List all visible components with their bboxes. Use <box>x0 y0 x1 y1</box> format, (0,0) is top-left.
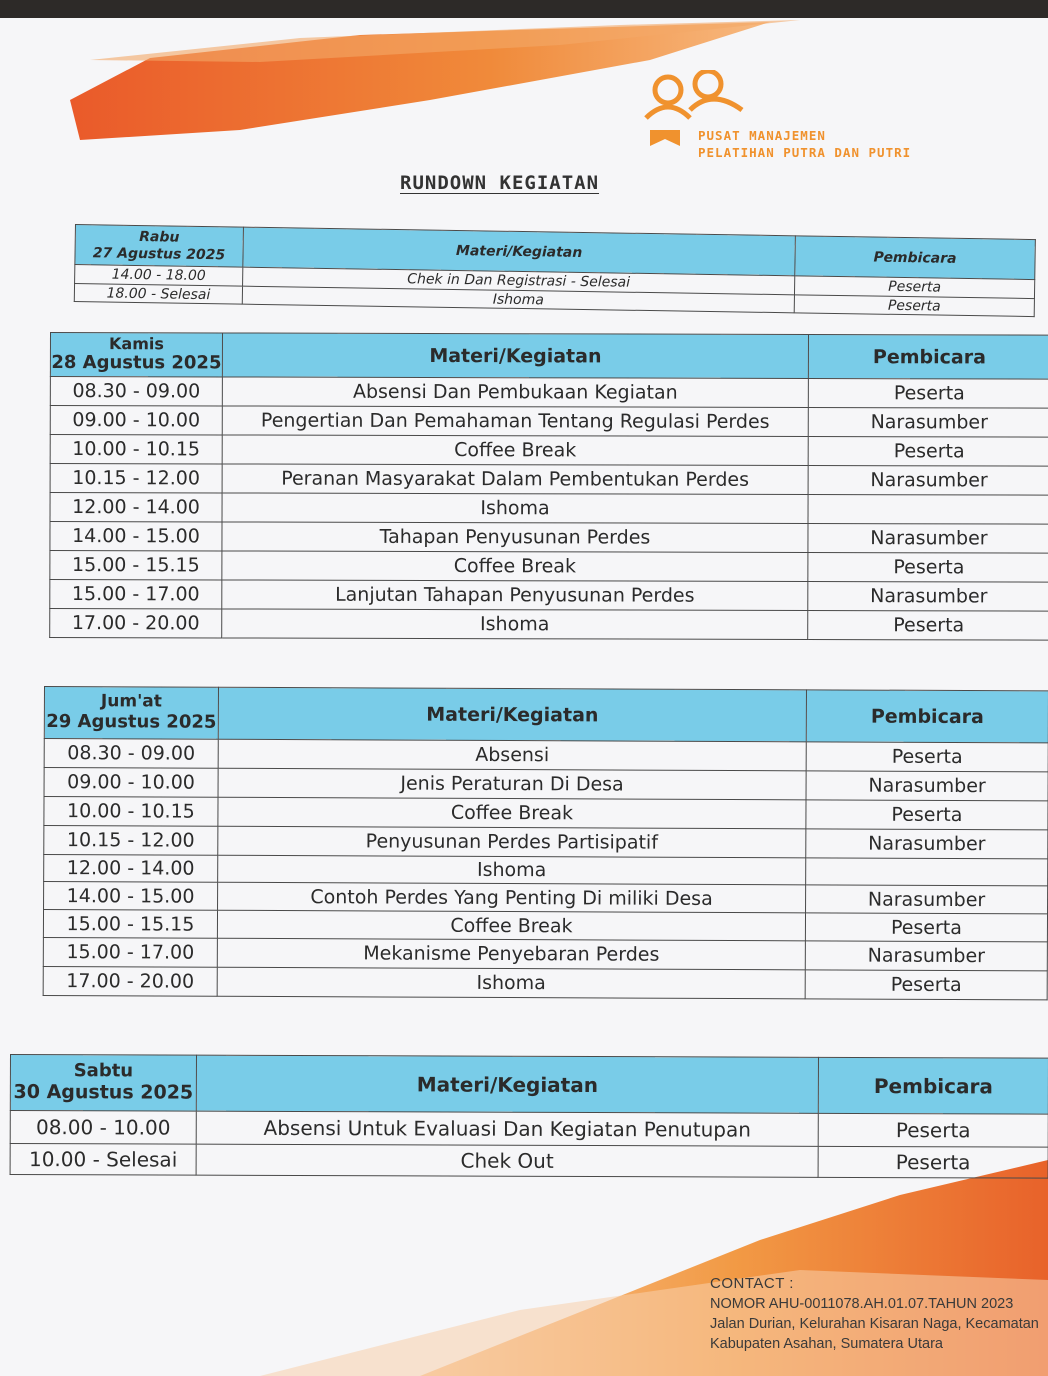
time-cell: 09.00 - 10.00 <box>44 768 218 798</box>
activity-cell: Contoh Perdes Yang Penting Di miliki Desa <box>218 882 806 913</box>
org-name-line2: PELATIHAN PUTRA DAN PUTRI <box>698 145 912 160</box>
time-cell: 15.00 - 17.00 <box>43 937 217 967</box>
table-row <box>10 1111 1048 1148</box>
time-cell: 10.00 - Selesai <box>10 1144 196 1176</box>
activity-cell: Coffee Break <box>222 435 808 466</box>
activity-cell: Chek Out <box>196 1144 818 1177</box>
activity-cell: Ishoma <box>222 609 808 640</box>
time-cell: 10.15 - 12.00 <box>50 464 222 493</box>
activity-cell: Ishoma <box>242 286 794 313</box>
time-cell: 12.00 - 14.00 <box>44 855 218 883</box>
time-cell: 18.00 - Selesai <box>74 284 242 305</box>
table-row <box>50 464 1048 496</box>
activity-cell: Ishoma <box>222 493 808 524</box>
table-row <box>50 522 1048 554</box>
time-cell: 08.00 - 10.00 <box>10 1111 196 1145</box>
activity-cell: Coffee Break <box>222 551 808 582</box>
speaker-column-header: Pembicara <box>808 334 1048 379</box>
activity-cell: Chek in Dan Registrasi - Selesai <box>243 267 795 295</box>
contact-label: CONTACT : <box>710 1275 794 1292</box>
speaker-cell: Peserta <box>794 295 1034 317</box>
speaker-cell: Narasumber <box>808 465 1048 495</box>
time-cell: 14.00 - 18.00 <box>75 265 243 287</box>
time-cell: 12.00 - 14.00 <box>50 493 222 522</box>
activity-cell: Mekanisme Penyebaran Perdes <box>217 938 805 970</box>
time-cell: 08.30 - 09.00 <box>50 377 222 406</box>
activity-cell: Ishoma <box>218 855 806 885</box>
day-date: 30 Agustus 2025 <box>13 1080 194 1104</box>
time-cell: 17.00 - 20.00 <box>50 609 222 638</box>
activity-column-header: Materi/Kegiatan <box>222 333 808 379</box>
activity-cell: Absensi <box>218 739 806 771</box>
speaker-cell: Peserta <box>805 970 1047 1000</box>
page-title: RUNDOWN KEGIATAN <box>400 172 600 194</box>
table-row <box>50 435 1048 467</box>
speaker-column-header: Pembicara <box>806 690 1048 743</box>
activity-cell: Peranan Masyarakat Dalam Pembentukan Perdes <box>222 464 808 495</box>
activity-cell: Coffee Break <box>218 797 806 829</box>
time-cell: 14.00 - 15.00 <box>50 522 222 551</box>
contact-block <box>710 1274 1039 1354</box>
table-row <box>43 966 1047 999</box>
activity-cell: Jenis Peraturan Di Desa <box>218 768 806 800</box>
table-row <box>43 910 1047 942</box>
schedule-table-sabtu <box>10 1054 1048 1179</box>
day-header-cell <box>10 1055 196 1112</box>
speaker-cell: Peserta <box>806 800 1048 830</box>
speaker-cell: Peserta <box>805 913 1047 942</box>
speaker-cell: Peserta <box>818 1146 1048 1178</box>
speaker-cell: Peserta <box>818 1113 1048 1147</box>
speaker-cell: Peserta <box>808 436 1048 466</box>
schedule-table-jumat <box>43 686 1048 1000</box>
day-header-cell <box>75 225 244 268</box>
activity-cell: Penyusunan Perdes Partisipatif <box>218 826 806 858</box>
speaker-cell: Peserta <box>808 610 1048 640</box>
speaker-cell: Narasumber <box>806 885 1048 914</box>
time-cell: 09.00 - 10.00 <box>50 406 222 435</box>
contact-address-line1: Jalan Durian, Kelurahan Kisaran Naga, Kecamatan <box>710 1316 1039 1332</box>
activity-column-header: Materi/Kegiatan <box>243 227 796 276</box>
activity-cell: Absensi Dan Pembukaan Kegiatan <box>222 377 808 408</box>
table-row <box>44 826 1048 859</box>
table-row <box>50 609 1048 641</box>
table-row <box>10 1144 1048 1179</box>
table-row <box>44 797 1048 830</box>
speaker-cell: Narasumber <box>806 771 1048 801</box>
activity-column-header: Materi/Kegiatan <box>196 1055 818 1113</box>
organization-logo <box>628 70 1048 170</box>
speaker-cell: Peserta <box>806 742 1048 772</box>
table-row <box>50 493 1048 525</box>
speaker-column-header: Pembicara <box>795 236 1036 280</box>
day-date: 29 Agustus 2025 <box>46 710 217 733</box>
day-name: Kamis <box>109 334 164 354</box>
contact-registration-number: NOMOR AHU-0011078.AH.01.07.TAHUN 2023 <box>710 1296 1014 1312</box>
contact-address-line2: Kabupaten Asahan, Sumatera Utara <box>710 1336 943 1352</box>
day-date: 27 Agustus 2025 <box>92 244 226 263</box>
speaker-cell: Narasumber <box>808 581 1048 611</box>
schedule-table-rabu <box>74 224 1036 317</box>
speaker-cell: Narasumber <box>808 407 1048 437</box>
speaker-column-header: Pembicara <box>818 1057 1048 1114</box>
time-cell: 14.00 - 15.00 <box>44 882 218 911</box>
table-row <box>50 406 1048 438</box>
day-name: Jum'at <box>100 691 162 712</box>
table-row <box>44 882 1048 914</box>
speaker-cell: Peserta <box>808 552 1048 582</box>
day-header-cell <box>44 687 218 740</box>
activity-cell: Pengertian Dan Pemahaman Tentang Regulasi Perdes <box>222 406 808 437</box>
time-cell: 10.15 - 12.00 <box>44 826 218 856</box>
activity-cell: Tahapan Penyusunan Perdes <box>222 522 808 553</box>
org-name-line1: PUSAT MANAJEMEN <box>698 128 826 143</box>
activity-column-header: Materi/Kegiatan <box>218 687 806 742</box>
speaker-cell: Narasumber <box>805 941 1047 971</box>
speaker-cell: Narasumber <box>808 523 1048 553</box>
table-row <box>43 937 1047 970</box>
table-row <box>44 768 1048 801</box>
time-cell: 10.00 - 10.15 <box>50 435 222 464</box>
schedule-table-kamis <box>49 332 1048 641</box>
time-cell: 15.00 - 15.15 <box>50 551 222 580</box>
day-name: Rabu <box>139 229 180 247</box>
speaker-cell: Narasumber <box>806 829 1048 859</box>
activity-cell: Lanjutan Tahapan Penyusunan Perdes <box>222 580 808 611</box>
time-cell: 17.00 - 20.00 <box>43 966 217 996</box>
activity-cell: Absensi Untuk Evaluasi Dan Kegiatan Penutupan <box>196 1111 818 1146</box>
table-row <box>50 551 1048 583</box>
day-header-cell <box>50 333 222 377</box>
time-cell: 15.00 - 15.15 <box>43 910 217 939</box>
time-cell: 10.00 - 10.15 <box>44 797 218 827</box>
time-cell: 15.00 - 17.00 <box>50 580 222 609</box>
activity-cell: Ishoma <box>217 967 805 999</box>
table-row <box>44 739 1048 772</box>
speaker-cell: Peserta <box>808 378 1048 408</box>
day-date: 28 Agustus 2025 <box>51 352 222 374</box>
speaker-cell: Peserta <box>794 276 1034 299</box>
time-cell: 08.30 - 09.00 <box>44 739 218 769</box>
speaker-cell <box>806 858 1048 886</box>
day-name: Sabtu <box>73 1060 134 1082</box>
table-row <box>50 580 1048 612</box>
table-row <box>50 377 1048 409</box>
activity-cell: Coffee Break <box>217 910 805 941</box>
speaker-cell <box>808 494 1048 524</box>
